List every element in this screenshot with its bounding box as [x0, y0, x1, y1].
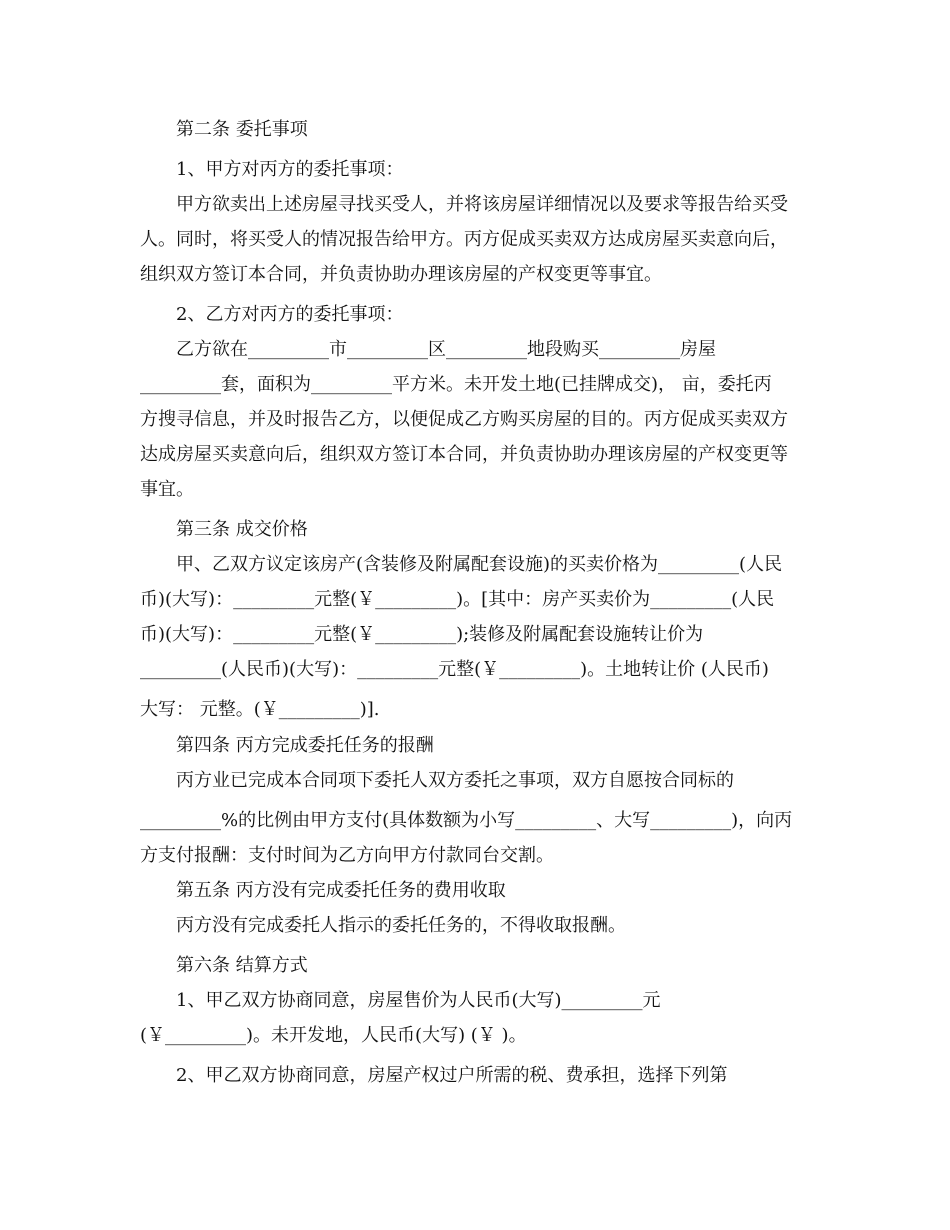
paragraph-line: _________%的比例由甲方支付(具体数额为小写_________、大写_________)，向丙 [140, 810, 793, 831]
paragraph-line: 事宜。 [140, 479, 194, 500]
paragraph-line: 币)(大写)：_________元整(￥_________)。[其中：房产买卖价为_________(人民 [140, 589, 775, 610]
paragraph-line: 甲、乙双方议定该房产(含装修及附属配套设施)的买卖价格为_________(人民 [176, 554, 783, 575]
paragraph-line: 方搜寻信息，并及时报告乙方，以便促成乙方购买房屋的目的。丙方促成买卖双方 [140, 409, 788, 430]
heading-article-2: 第二条 委托事项 [176, 119, 308, 140]
heading-article-3: 第三条 成交价格 [176, 519, 308, 540]
paragraph-line: 达成房屋买卖意向后，组织双方签订本合同，并负责协助办理该房屋的产权变更等 [140, 444, 788, 465]
paragraph-line: _________(人民币)(大写)：_________元整(￥_________)。土地转让价 (人民币) [140, 659, 769, 680]
paragraph-line: _________套，面积为_________平方米。未开发土地(已挂牌成交)， 亩，委托丙 [140, 374, 772, 395]
paragraph-line: 乙方欲在_________市_________区_________地段购买_________房屋 [176, 339, 716, 360]
clause-2-1-title: 1、甲方对丙方的委托事项： [176, 159, 404, 180]
paragraph-line: 2、甲乙双方协商同意，房屋产权过户所需的税、费承担，选择下列第 [176, 1065, 728, 1086]
paragraph-line: 丙方没有完成委托人指示的委托任务的，不得收取报酬。 [176, 915, 626, 936]
paragraph-line: (￥_________)。未开发地，人民币(大写) (￥ )。 [140, 1025, 527, 1046]
paragraph-line: 人。同时，将买受人的情况报告给甲方。丙方促成买卖双方达成房屋买卖意向后， [140, 229, 788, 250]
paragraph-line: 甲方欲卖出上述房屋寻找买受人，并将该房屋详细情况以及要求等报告给买受 [176, 194, 788, 215]
paragraph-line: 1、甲乙双方协商同意，房屋售价为人民币(大写)_________元 [176, 990, 661, 1011]
heading-article-4: 第四条 丙方完成委托任务的报酬 [176, 735, 434, 756]
paragraph-line: 大写： 元整。(￥_________)]. [140, 699, 380, 720]
paragraph-line: 币)(大写)：_________元整(￥_________);装修及附属配套设施转让价为 [140, 624, 704, 645]
heading-article-6: 第六条 结算方式 [176, 955, 308, 976]
paragraph-line: 方支付报酬：支付时间为乙方向甲方付款同台交割。 [140, 845, 554, 866]
paragraph-line: 丙方业已完成本合同项下委托人双方委托之事项，双方自愿按合同标的 [176, 770, 734, 791]
clause-2-2-title: 2、乙方对丙方的委托事项： [176, 304, 404, 325]
heading-article-5: 第五条 丙方没有完成委托任务的费用收取 [176, 880, 506, 901]
paragraph-line: 组织双方签订本合同，并负责协助办理该房屋的产权变更等事宜。 [140, 264, 662, 285]
